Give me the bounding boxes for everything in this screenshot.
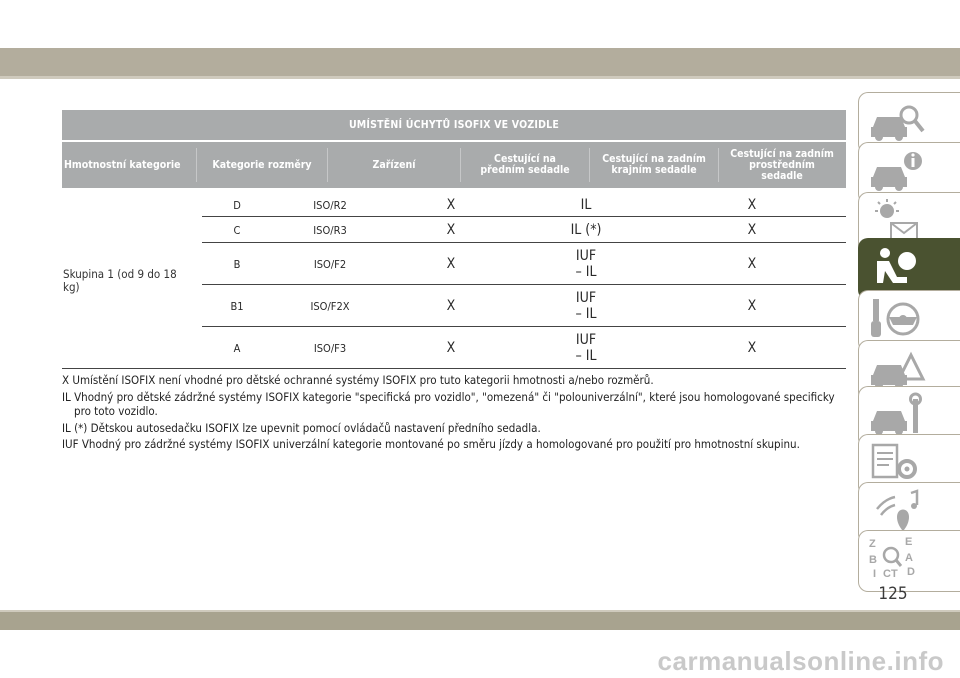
index-letter-i: I <box>873 568 877 580</box>
cell-front: X <box>446 222 456 238</box>
index-search-icon <box>867 535 927 587</box>
note-il: IL Vhodný pro dětské zádržné systémy ISOFIX kategorie "specifická pro vozidlo", "omezená" či "polouniverzální", které jsou homologované specificky pro toto vozidlo. <box>62 389 835 418</box>
cell-rear-middle: X <box>747 298 757 314</box>
cell-rear-middle: X <box>747 197 757 213</box>
cell-size: A <box>233 341 241 355</box>
note-il-star: IL (*) Dětskou autosedačku ISOFIX lze upevnit pomocí ovládačů nastavení předního sedadla. <box>62 420 541 435</box>
cell-size: B <box>233 257 241 271</box>
cell-device: ISO/R3 <box>313 223 347 237</box>
note-iuf: IUF Vhodný pro zádržné systémy ISOFIX univerzální kategorie montované po směru jízdy a homologované pro použití pro hmotnostní skupinu. <box>62 437 800 451</box>
cell-front: X <box>446 340 456 356</box>
cell-front: X <box>446 256 456 272</box>
index-letter-e: E <box>905 536 913 548</box>
sidebar-tab-index[interactable] <box>858 530 960 592</box>
weight-group-label: Skupina 1 (od 9 do 18 kg) <box>63 267 177 294</box>
index-letter-d: D <box>907 566 915 578</box>
index-letter-t: T <box>891 568 898 580</box>
header-device: Zařízení <box>372 158 416 171</box>
cell-rear-outer: IUF – IL <box>575 290 597 322</box>
cell-size: B1 <box>230 299 244 313</box>
table-title: UMÍSTĚNÍ ÚCHYTŮ ISOFIX VE VOZIDLE <box>62 110 846 140</box>
cell-rear-outer: IL <box>580 197 592 213</box>
row-divider <box>202 284 846 285</box>
header-rear-outer-seat: Cestující na zadním krajním sedadle <box>602 153 706 176</box>
cell-rear-middle: X <box>747 340 757 356</box>
cell-rear-outer: IUF – IL <box>575 332 597 364</box>
table-row <box>202 286 846 326</box>
top-band-line <box>0 76 960 79</box>
index-letter-c: C <box>883 568 891 580</box>
note-x: X Umístění ISOFIX není vhodné pro dětské ochranné systémy ISOFIX pro tuto kategorii hmotnosti a/nebo rozměrů. <box>62 373 654 387</box>
row-divider <box>202 326 846 327</box>
cell-front: X <box>446 298 456 314</box>
table-row <box>202 194 846 216</box>
cell-rear-middle: X <box>747 256 757 272</box>
index-letter-z: Z <box>869 538 876 550</box>
cell-front: X <box>446 197 456 213</box>
index-letter-b: B <box>869 554 877 566</box>
table-notes <box>62 373 842 454</box>
header-weight-category: Hmotnostní kategorie <box>64 158 181 171</box>
table-header-row <box>62 142 846 188</box>
cell-rear-outer: IUF – IL <box>575 248 597 280</box>
cell-rear-outer: IL (*) <box>570 222 602 238</box>
top-band <box>0 48 960 76</box>
header-size-category: Kategorie rozměry <box>212 158 312 171</box>
cell-device: ISO/R2 <box>313 198 347 212</box>
row-divider <box>202 242 846 243</box>
cell-size: D <box>233 198 241 212</box>
cell-rear-middle: X <box>747 222 757 238</box>
cell-device: ISO/F2X <box>310 299 350 313</box>
table-row <box>202 328 846 368</box>
cell-device: ISO/F2 <box>313 257 347 271</box>
index-letter-a: A <box>905 552 913 564</box>
header-front-seat: Cestující na předním sedadle <box>480 153 570 176</box>
cell-size: C <box>233 223 241 237</box>
row-divider <box>202 216 846 217</box>
watermark: carmanualsonline.info <box>657 646 944 676</box>
header-rear-middle-seat: Cestující na zadním prostředním sedadle <box>730 147 834 182</box>
cell-device: ISO/F3 <box>313 341 347 355</box>
table-bottom-line <box>62 368 846 369</box>
page-number: 125 <box>878 584 908 604</box>
table-row <box>202 218 846 242</box>
table-row <box>202 244 846 284</box>
seat-airbag-icon <box>867 243 927 295</box>
bottom-band <box>0 612 960 630</box>
